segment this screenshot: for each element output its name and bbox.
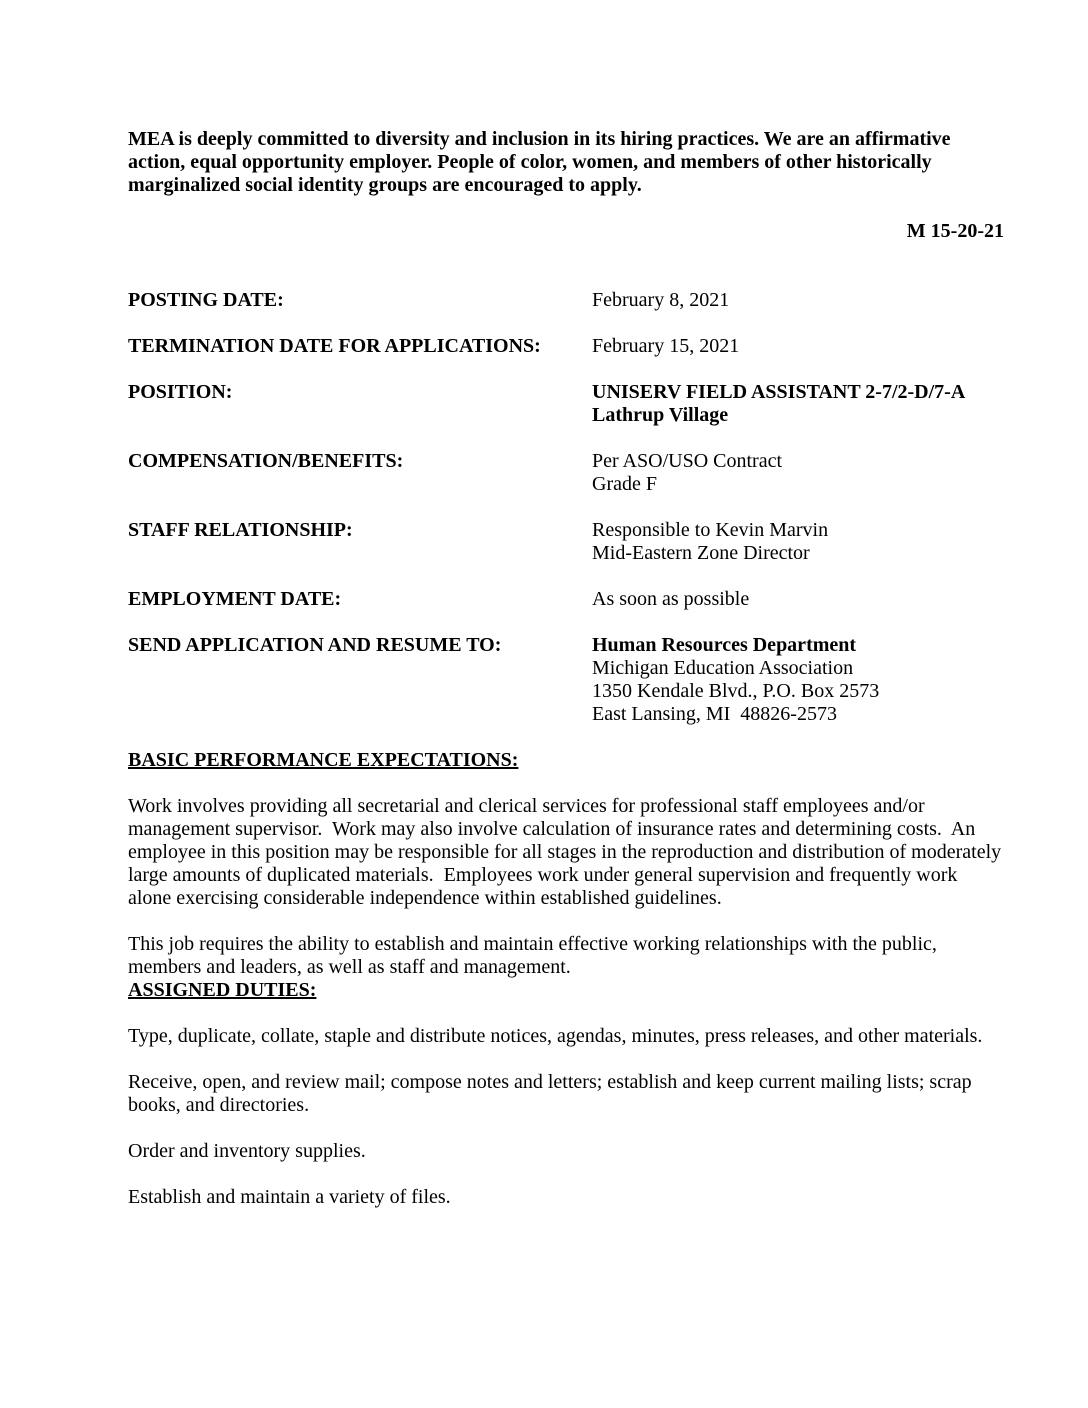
- field-value-line: 1350 Kendale Blvd., P.O. Box 2573: [592, 680, 880, 702]
- field-label-position: POSITION:: [128, 381, 233, 403]
- field-value-line: UNISERV FIELD ASSISTANT 2-7/2-D/7-A: [592, 381, 966, 403]
- field-row-send-application: [128, 634, 1004, 726]
- field-value-staff-relationship: [592, 519, 1004, 565]
- diversity-notice: MEA is deeply committed to diversity and inclusion in its hiring practices. We are an affirmative action, equal opportunity employer. People of color, women, and members of other historically marginalized social identity groups are encouraged to apply.: [128, 128, 956, 196]
- field-row-compensation: [128, 450, 1004, 496]
- field-value-line: Michigan Education Association: [592, 657, 854, 679]
- paragraph: This job requires the ability to establish and maintain effective working relationships with the public, members and leaders, as well as staff and management.: [128, 933, 942, 978]
- field-label-send-application: SEND APPLICATION AND RESUME TO:: [128, 634, 502, 656]
- field-value-position: [592, 381, 1004, 427]
- field-label-employment-date: EMPLOYMENT DATE:: [128, 588, 342, 610]
- field-value-line: Lathrup Village: [592, 404, 729, 426]
- section-heading-assigned-duties: ASSIGNED DUTIES:: [128, 979, 317, 1001]
- section-basic-performance-expectations: [128, 749, 1007, 979]
- field-value-line: Grade F: [592, 473, 657, 495]
- paragraph: Work involves providing all secretarial and clerical services for professional staff employees and/or management supervisor. Work may also involve calculation of insurance rates and determining costs. An employee in this position may be responsible for all stages in the reproduction and distribution of moderately large amounts of duplicated materials. Employees work under general supervision and frequently work alone exercising considerable independence within established guidelines.: [128, 795, 1007, 909]
- field-label-compensation: COMPENSATION/BENEFITS:: [128, 450, 404, 472]
- field-value-send-application: [592, 634, 1004, 726]
- field-row-termination-date: [128, 335, 1004, 358]
- field-value-line: Responsible to Kevin Marvin: [592, 519, 829, 541]
- section-heading-basic-performance: BASIC PERFORMANCE EXPECTATIONS:: [128, 749, 519, 771]
- field-row-staff-relationship: [128, 519, 1004, 565]
- field-value-line: Mid-Eastern Zone Director: [592, 542, 810, 564]
- field-value-line: Human Resources Department: [592, 634, 857, 656]
- field-value-line: February 8, 2021: [592, 289, 730, 311]
- paragraph: Establish and maintain a variety of files.: [128, 1186, 451, 1208]
- field-value-termination-date: [592, 335, 1004, 358]
- paragraph: Type, duplicate, collate, staple and distribute notices, agendas, minutes, press releases, and other materials.: [128, 1025, 983, 1047]
- doc-number: M 15-20-21: [906, 220, 1004, 242]
- field-value-line: February 15, 2021: [592, 335, 740, 357]
- field-row-position: [128, 381, 1004, 427]
- field-label-termination-date: TERMINATION DATE FOR APPLICATIONS:: [128, 335, 541, 357]
- field-row-employment-date: [128, 588, 1004, 611]
- field-value-line: East Lansing, MI 48826-2573: [592, 703, 837, 725]
- field-value-line: As soon as possible: [592, 588, 750, 610]
- section-assigned-duties: [128, 979, 1004, 1209]
- field-value-employment-date: [592, 588, 1004, 611]
- field-value-compensation: [592, 450, 1004, 496]
- paragraph: Order and inventory supplies.: [128, 1140, 366, 1162]
- field-label-posting-date: POSTING DATE:: [128, 289, 284, 311]
- field-label-staff-relationship: STAFF RELATIONSHIP:: [128, 519, 353, 541]
- field-value-line: Per ASO/USO Contract: [592, 450, 782, 472]
- field-row-posting-date: [128, 289, 1004, 312]
- field-value-posting-date: [592, 289, 1004, 312]
- paragraph: Receive, open, and review mail; compose notes and letters; establish and keep current mailing lists; scrap books, and directories.: [128, 1071, 977, 1116]
